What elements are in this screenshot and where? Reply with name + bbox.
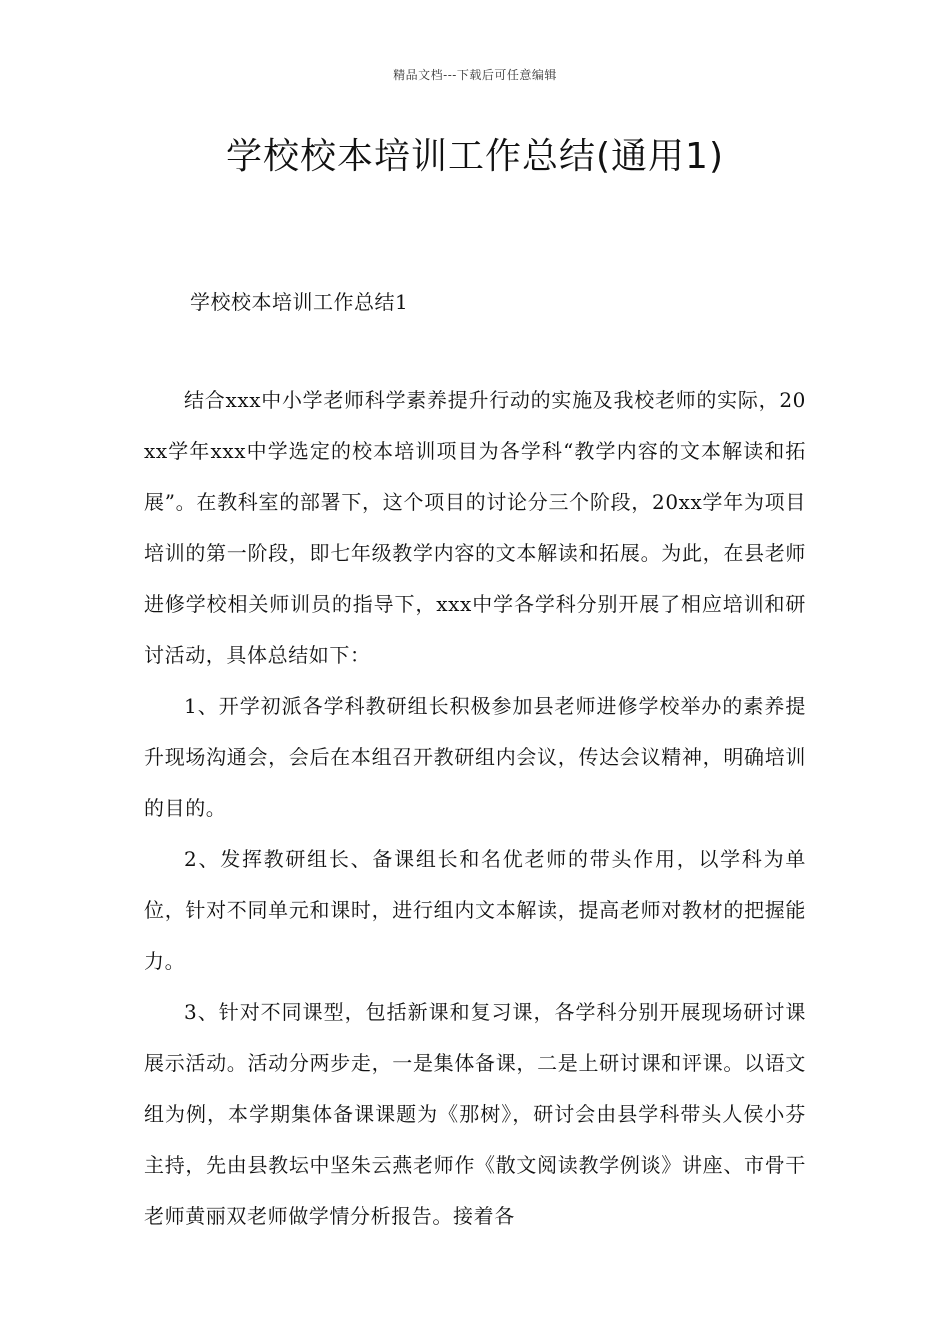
paragraph-item-1: 1、开学初派各学科教研组长积极参加县老师进修学校举办的素养提升现场沟通会，会后在本组召开教研组内会议，传达会议精神，明确培训的目的。: [144, 694, 806, 820]
paragraph-item-3: 3、针对不同课型，包括新课和复习课，各学科分别开展现场研讨课展示活动。活动分两步走，一是集体备课，二是上研讨课和评课。以语文组为例，本学期集体备课课题为《那树》，研讨会由县学科带头人侯小芬主持，先由县教坛中坚朱云燕老师作《散文阅读教学例谈》讲座、市骨干老师黄丽双老师做学情分析报告。接着各: [144, 1000, 806, 1228]
document-title: 学校校本培训工作总结(通用1): [226, 136, 724, 177]
paragraph-item-2: 2、发挥教研组长、备课组长和名优老师的带头作用，以学科为单位，针对不同单元和课时，进行组内文本解读，提高老师对教材的把握能力。: [144, 847, 806, 973]
section-heading: 学校校本培训工作总结1: [190, 290, 409, 314]
document-body: [144, 375, 806, 1242]
paragraph-intro: 结合xxx中小学老师科学素养提升行动的实施及我校老师的实际，20xx学年xxx中学选定的校本培训项目为各学科“教学内容的文本解读和拓展”。在教科室的部署下，这个项目的讨论分三个阶段，20xx学年为项目培训的第一阶段，即七年级教学内容的文本解读和拓展。为此，在县老师进修学校相关师训员的指导下，xxx中学各学科分别开展了相应培训和研讨活动，具体总结如下：: [144, 388, 806, 667]
header-note: 精品文档---下载后可任意编辑: [393, 68, 557, 82]
